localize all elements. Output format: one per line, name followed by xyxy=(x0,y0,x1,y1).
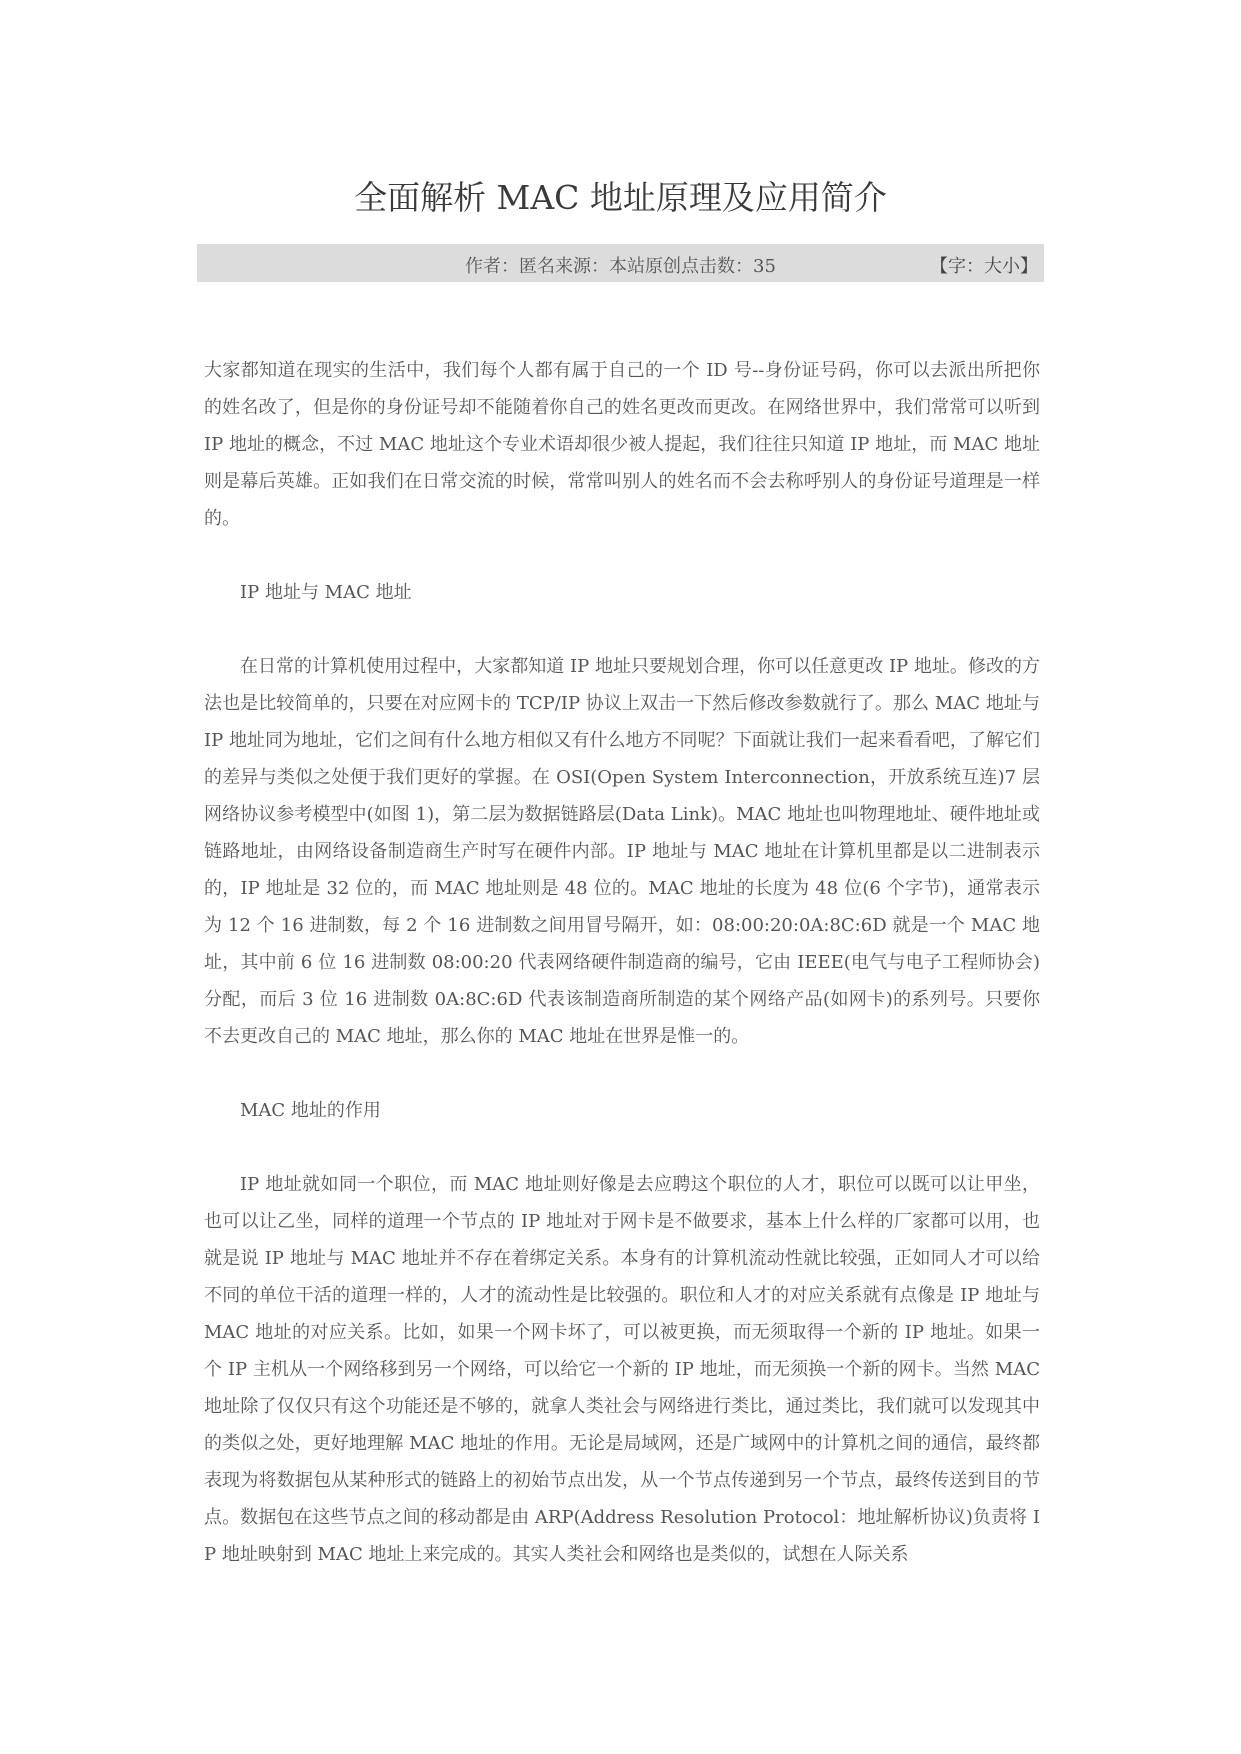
section-heading-mac-role: MAC 地址的作用 xyxy=(240,1100,381,1121)
font-size-switch-link[interactable]: 【字：大小】 xyxy=(930,256,1038,277)
article-body xyxy=(204,352,1040,1573)
intro-paragraph: 大家都知道在现实的生活中，我们每个人都有属于自己的一个 ID 号--身份证号码，你可以去派出所把你的姓名改了，但是你的身份证号却不能随着你自己的姓名更改而更改。在网络世界中，我们常常可以听到 IP 地址的概念，不过 MAC 地址这个专业术语却很少被人提起，我们往往只知道 IP 地址，而 MAC 地址则是幕后英雄。正如我们在日常交流的时候，常常叫别人的姓名而不会去称呼别人的身份证号道理是一样的。 xyxy=(204,360,1040,529)
paragraph-spacer xyxy=(204,611,1040,648)
article-meta-info: 作者：匿名来源：本站原创点击数：35 xyxy=(465,256,776,277)
body-paragraph-mac-role: IP 地址就如同一个职位，而 MAC 地址则好像是去应聘这个职位的人才，职位可以既可以让甲坐，也可以让乙坐，同样的道理一个节点的 IP 地址对于网卡是不做要求，基本上什么样的厂家都可以用，也就是说 IP 地址与 MAC 地址并不存在着绑定关系。本身有的计算机流动性就比较强，正如同人才可以给不同的单位干活的道理一样的，人才的流动性是比较强的。职位和人才的对应关系就有点像是 IP 地址与 MAC 地址的对应关系。比如，如果一个网卡坏了，可以被更换，而无须取得一个新的 IP 地址。如果一个 IP 主机从一个网络移到另一个网络，可以给它一个新的 IP 地址，而无须换一个新的网卡。当然 MAC 地址除了仅仅只有这个功能还是不够的，就拿人类社会与网络进行类比，通过类比，我们就可以发现其中的类似之处，更好地理解 MAC 地址的作用。无论是局域网，还是广域网中的计算机之间的通信，最终都表现为将数据包从某种形式的链路上的初始节点出发，从一个节点传递到另一个节点，最终传送到目的节点。数据包在这些节点之间的移动都是由 ARP(Address Resolution Protocol：地址解析协议)负责将 IP 地址映射到 MAC 地址上来完成的。其实人类社会和网络也是类似的，试想在人际关系 xyxy=(204,1174,1040,1565)
body-paragraph-ip-vs-mac: 在日常的计算机使用过程中，大家都知道 IP 地址只要规划合理，你可以任意更改 IP 地址。修改的方法也是比较简单的，只要在对应网卡的 TCP/IP 协议上双击一下然后修改参数就行了。那么 MAC 地址与 IP 地址同为地址，它们之间有什么地方相似又有什么地方不同呢？下面就让我们一起来看看吧，了解它们的差异与类似之处便于我们更好的掌握。在 OSI(Open System Interconnection，开放系统互连)7 层网络协议参考模型中(如图 1)，第二层为数据链路层(Data Link)。MAC 地址也叫物理地址、硬件地址或链路地址，由网络设备制造商生产时写在硬件内部。IP 地址与 MAC 地址在计算机里都是以二进制表示的，IP 地址是 32 位的，而 MAC 地址则是 48 位的。MAC 地址的长度为 48 位(6 个字节)，通常表示为 12 个 16 进制数，每 2 个 16 进制数之间用冒号隔开，如：08:00:20:0A:8C:6D 就是一个 MAC 地址，其中前 6 位 16 进制数 08:00:20 代表网络硬件制造商的编号，它由 IEEE(电气与电子工程师协会)分配，而后 3 位 16 进制数 0A:8C:6D 代表该制造商所制造的某个网络产品(如网卡)的系列号。只要你不去更改自己的 MAC 地址，那么你的 MAC 地址在世界是惟一的。 xyxy=(204,656,1040,1047)
article-meta-bar xyxy=(197,244,1044,282)
paragraph-spacer xyxy=(204,1129,1040,1166)
paragraph-spacer xyxy=(204,537,1040,574)
article-title: 全面解析 MAC 地址原理及应用简介 xyxy=(354,178,887,217)
paragraph-spacer xyxy=(204,1055,1040,1092)
section-heading-ip-vs-mac: IP 地址与 MAC 地址 xyxy=(240,582,412,603)
